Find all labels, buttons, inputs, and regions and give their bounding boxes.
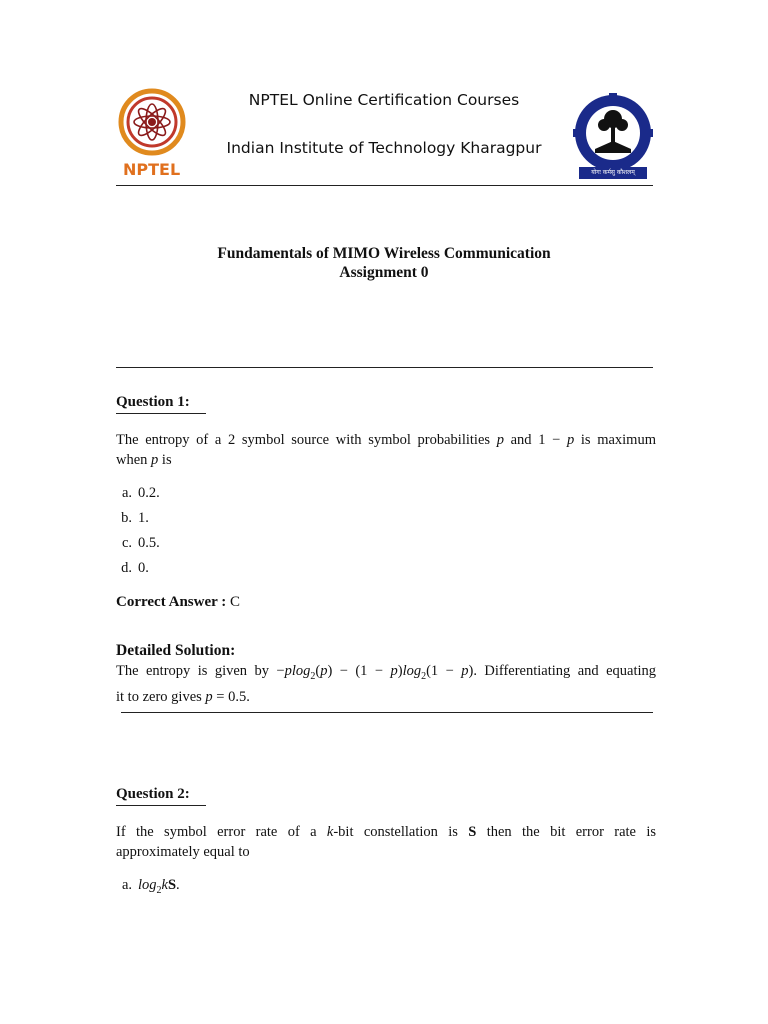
- question-2-option-a: a. $\log_2kS$.: [121, 877, 180, 896]
- question-1-underline: [116, 413, 206, 414]
- question-1-correct-answer: Correct Answer : C: [116, 594, 241, 610]
- question-2-underline: [116, 805, 206, 806]
- header-line1: NPTEL Online Certification Courses: [248, 91, 520, 109]
- question-1-option-a: a. 0.2.: [121, 485, 160, 501]
- question-2-heading: Question 2:: [116, 786, 190, 802]
- section-divider-top: [116, 367, 653, 368]
- question-1-option-c: c. 0.5.: [121, 535, 160, 551]
- header-divider: [116, 185, 653, 186]
- iit-logo-caption: योगः कर्मसु कौशलम्: [591, 169, 635, 176]
- question-1-solution-text: The entropy is given by $-plog_2(p) - (1 - p)\log_2(1 - p)$. Differentiating and equating it to zero gives p = 0.5.: [116, 663, 657, 705]
- assignment-label: Assignment 0: [339, 264, 429, 281]
- question-1-option-b: b. 1.: [121, 510, 149, 526]
- question-1-divider: [121, 712, 653, 713]
- nptel-logo-text: NPTEL: [123, 160, 181, 179]
- header-line2: Indian Institute of Technology Kharagpur: [226, 139, 542, 157]
- document-title: Fundamentals of MIMO Wireless Communication: [217, 245, 551, 262]
- question-1-option-d: d. 0.: [121, 560, 149, 576]
- iit-kgp-logo: [573, 93, 653, 181]
- question-1-solution-heading: Detailed Solution:: [116, 642, 236, 659]
- question-1-heading: Question 1:: [116, 394, 190, 410]
- question-1-text: The entropy of a 2 symbol source with symbol probabilities p and 1 − p is maximum when p is: [116, 432, 656, 468]
- question-2-text: If the symbol error rate of a k-bit constellation is S then the bit error rate is approximately equal to: [116, 824, 656, 860]
